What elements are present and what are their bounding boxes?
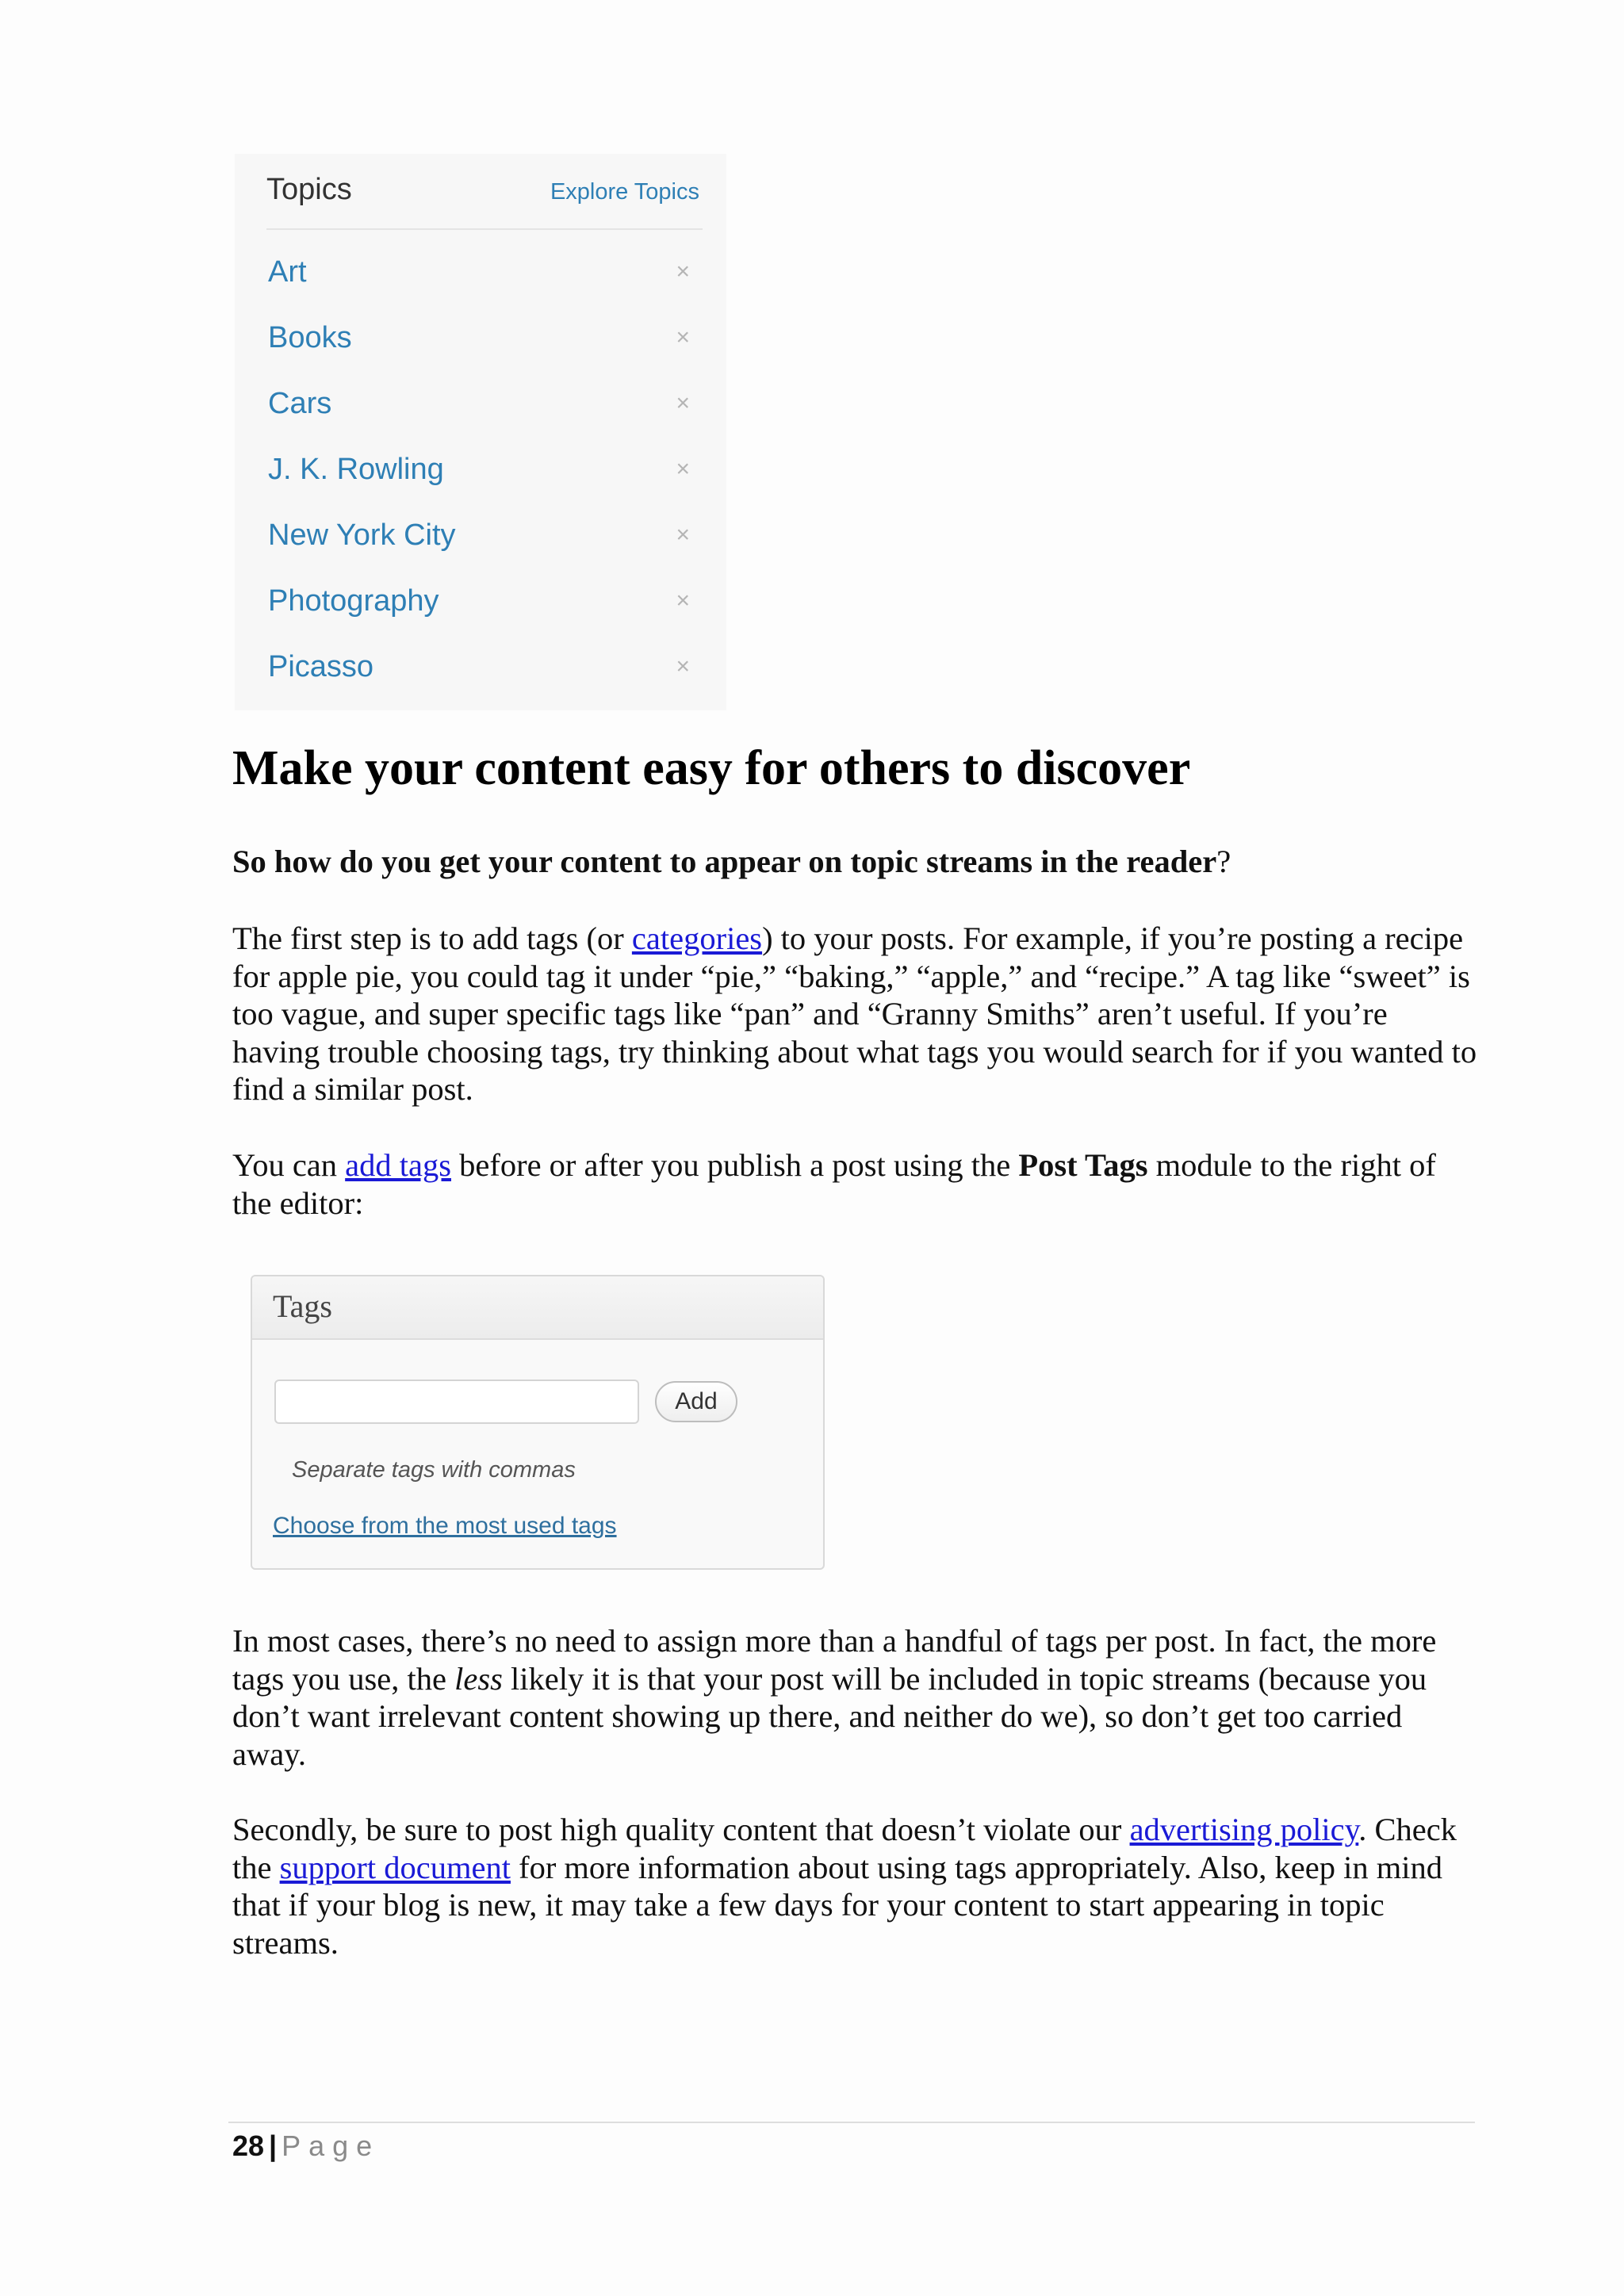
remove-icon[interactable]: × [676,587,690,614]
remove-icon[interactable]: × [676,456,690,482]
remove-icon[interactable]: × [676,324,690,350]
question-mark: ? [1216,844,1231,879]
text: before or after you publish a post using the [451,1147,1019,1183]
page-footer [232,2130,380,2163]
tags-header [252,1276,823,1340]
remove-icon[interactable]: × [676,390,690,416]
topic-link-jk-rowling[interactable]: J. K. Rowling [268,453,444,486]
topic-item [266,308,703,374]
advertising-policy-link[interactable]: advertising policy [1129,1812,1359,1847]
remove-icon[interactable]: × [676,653,690,679]
remove-icon[interactable]: × [676,258,690,285]
choose-most-used-tags-link[interactable]: Choose from the most used tags [273,1513,617,1539]
paragraph-tag-count [232,1622,1477,1773]
paragraph-quality [232,1811,1477,1961]
topic-link-photography[interactable]: Photography [268,584,439,618]
topics-header [266,173,703,230]
topic-link-picasso[interactable]: Picasso [268,650,374,683]
tags-hint: Separate tags with commas [292,1457,576,1483]
topic-item [266,572,703,637]
topic-item [266,374,703,440]
categories-link[interactable]: categories [631,920,763,956]
question-text: So how do you get your content to appear on topic streams in the reader [232,844,1217,879]
text: ) to your posts. For example, if you’re posting a recipe for apple pie, you could tag it under “pie,” “baking,” “apple,” and “recipe.” A tag like “sweet” is too vague, and super specific tags like “pan” and “Granny Smiths” aren’t useful. If you’re having trouble choosing tags, try thinking about what tags you would search for if you wanted to find a similar post. [232,920,1477,1107]
section-heading: Make your content easy for others to discover [232,741,1191,795]
topic-item [266,440,703,506]
post-tags-bold: Post Tags [1018,1147,1148,1183]
topics-title: Topics [266,173,352,206]
page-word: Page [282,2130,381,2162]
topic-link-books[interactable]: Books [268,321,352,354]
text: likely it is that your post will be included in topic streams (because you don’t want irrelevant content showing up there, and neither do we), so don’t get too carried away. [232,1660,1427,1772]
topic-item [266,637,703,703]
text: Secondly, be sure to post high quality content that doesn’t violate our [232,1812,1130,1847]
paragraph-add-tags [232,1146,1477,1222]
footer-separator: | [269,2130,278,2162]
question-paragraph [232,843,1477,881]
topic-link-cars[interactable]: Cars [268,387,332,420]
add-button[interactable]: Add [655,1381,737,1422]
footer-divider [228,2122,1475,2123]
paragraph-tags-intro [232,920,1477,1108]
tags-widget-screenshot [251,1275,825,1570]
add-tags-link[interactable]: add tags [345,1147,451,1183]
topic-item [266,506,703,572]
emphasis-less: less [454,1660,503,1697]
page-number: 28 [232,2130,265,2162]
explore-topics-link[interactable]: Explore Topics [550,179,699,205]
text: for more information about using tags appropriately. Also, keep in mind that if your blog is new, it may take a few days for your content to start appearing in topic streams. [232,1849,1442,1961]
topic-link-new-york-city[interactable]: New York City [268,519,456,552]
support-document-link[interactable]: support document [279,1849,511,1885]
topic-link-art[interactable]: Art [268,255,307,289]
topic-item [266,243,703,308]
remove-icon[interactable]: × [676,522,690,548]
text: In most cases, there’s no need to assign more than a handful of tags per post. In fact, the more tags you use, the [232,1623,1437,1697]
text: . Check the [232,1812,1457,1885]
text: module to the right of the editor: [232,1147,1436,1221]
tags-title: Tags [273,1288,332,1324]
text: The first step is to add tags (or [232,920,632,956]
topic-list [266,243,703,703]
topics-widget-screenshot [235,154,726,710]
text: You can [232,1147,346,1183]
tags-input[interactable] [274,1380,639,1424]
